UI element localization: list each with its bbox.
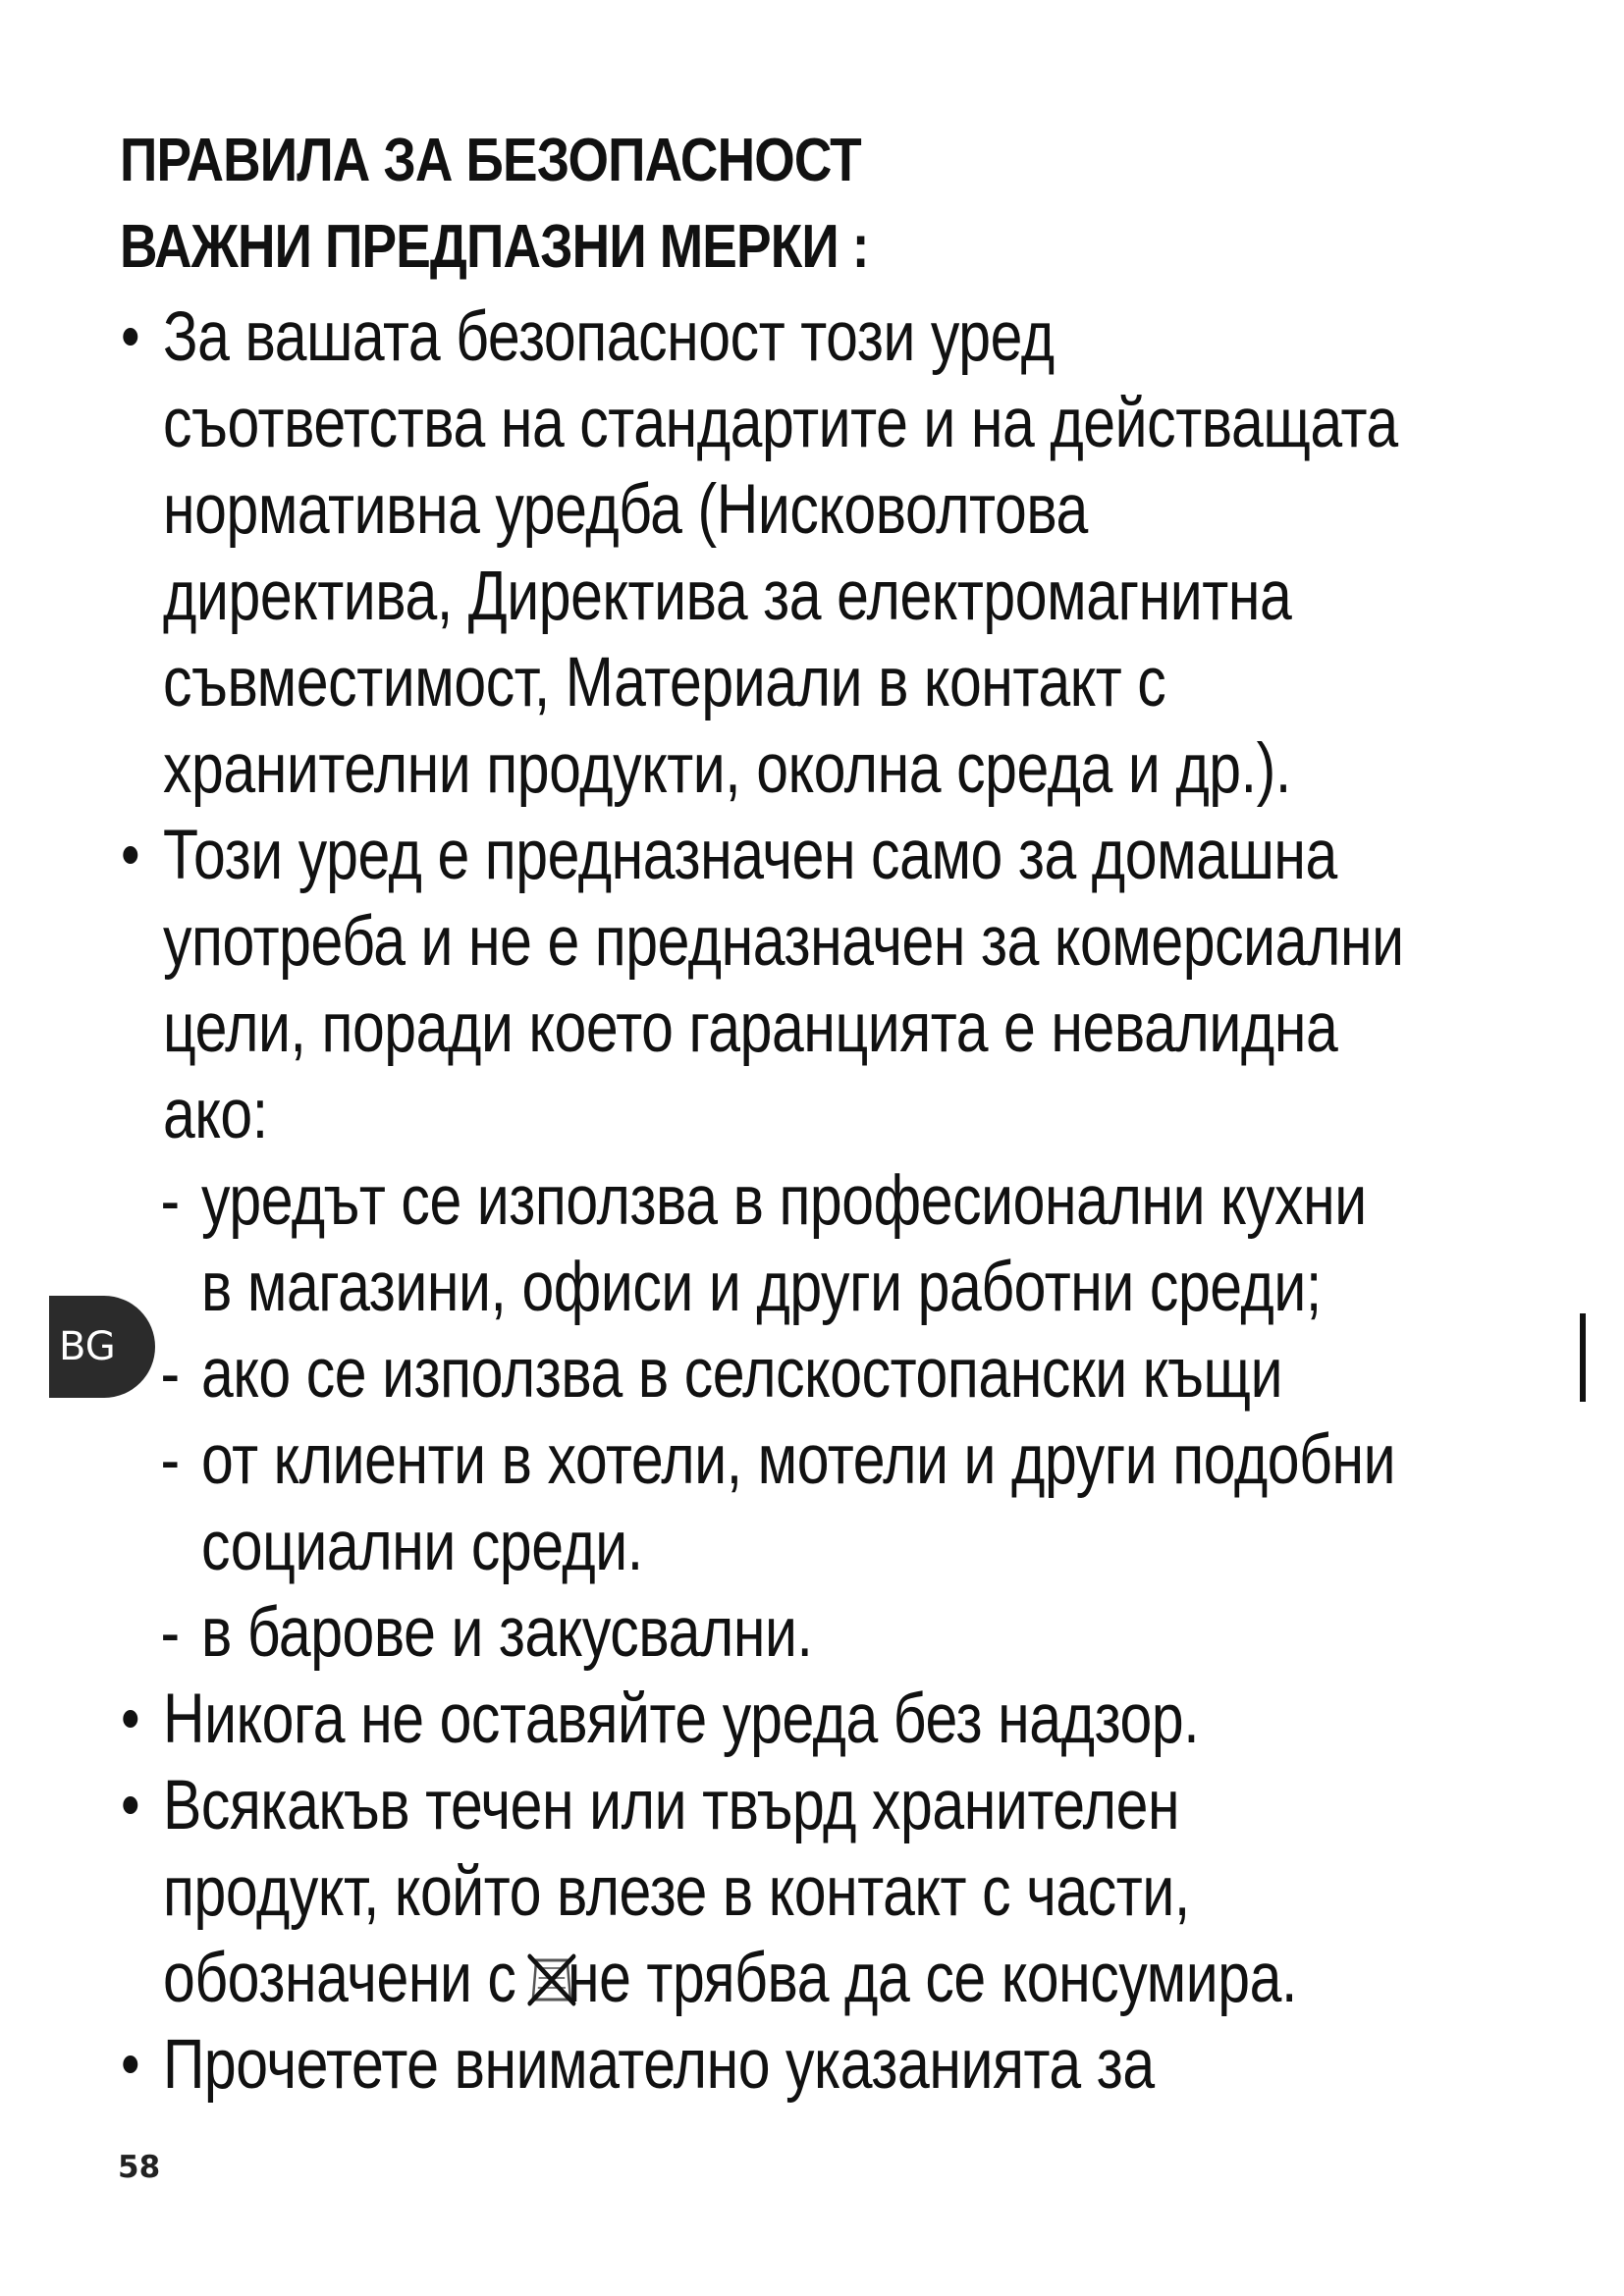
dash-marker: - xyxy=(160,1421,180,1499)
page-subtitle: ВАЖНИ ПРЕДПАЗНИ МЕРКИ : xyxy=(120,213,869,281)
list-item xyxy=(120,1677,1350,1763)
margin-marker xyxy=(1580,1313,1586,1402)
text-line: продукт, който влезе в контакт с части, xyxy=(162,1853,1190,1931)
text-fragment: обозначени с xyxy=(162,1940,532,2017)
text-line: социални среди. xyxy=(201,1508,643,1585)
list-item xyxy=(120,813,1404,1158)
list-item xyxy=(120,2022,1350,2109)
text-line: цели, поради което гаранцията е невалидна xyxy=(162,989,1338,1067)
text-line: ако: xyxy=(162,1076,268,1153)
list-item xyxy=(120,294,1398,813)
safety-rules-list xyxy=(120,294,1404,2109)
page-title: ПРАВИЛА ЗА БЕЗОПАСНОСТ xyxy=(120,127,861,194)
bullet-icon xyxy=(123,2056,137,2073)
text-line: уредът се използва в професионални кухни xyxy=(201,1162,1367,1240)
dash-marker: - xyxy=(160,1594,180,1672)
text-line: нормативна уредба (Нисковолтова xyxy=(162,471,1088,549)
sub-list-item xyxy=(120,1158,1367,1331)
dash-marker: - xyxy=(160,1335,180,1413)
text-line: ако се използва в селскостопански къщи xyxy=(201,1335,1283,1413)
text-line: хранителни продукти, околна среда и др.). xyxy=(162,730,1291,808)
bullet-icon xyxy=(123,1710,137,1728)
text-line: в барове и закусвални. xyxy=(201,1594,813,1672)
text-line: съвместимост, Материали в контакт с xyxy=(162,644,1166,721)
text-line: Никога не оставяйте уреда без надзор. xyxy=(162,1681,1200,1758)
list-item xyxy=(120,1763,1350,2022)
text-fragment: не трябва да се консумира. xyxy=(567,1940,1297,2017)
text-line: в магазини, офиси и други работни среди; xyxy=(201,1249,1322,1326)
page-number: 58 xyxy=(118,2150,161,2185)
bullet-icon xyxy=(123,328,137,346)
text-line: от клиенти в хотели, мотели и други подобни xyxy=(201,1421,1396,1499)
text-line: За вашата безопасност този уред xyxy=(162,298,1055,376)
sub-list-item xyxy=(120,1417,1396,1590)
bullet-icon xyxy=(123,1796,137,1814)
text-line: употреба и не е предназначен за комерсиални xyxy=(162,903,1404,981)
dash-marker: - xyxy=(160,1162,180,1240)
text-line xyxy=(163,1936,1350,2022)
language-tab: BG xyxy=(49,1296,155,1398)
text-line: Всякакъв течен или твърд хранителен xyxy=(162,1767,1180,1844)
text-line: Прочетете внимателно указанията за xyxy=(162,2026,1155,2104)
text-line: съответства на стандартите и на действащата xyxy=(162,385,1398,462)
text-line: Този уред е предназначен само за домашна xyxy=(162,817,1337,894)
sub-list-item xyxy=(120,1590,1350,1677)
bullet-icon xyxy=(123,846,137,864)
sub-list-item xyxy=(120,1331,1350,1417)
text-line: директива, Директива за електромагнитна xyxy=(162,558,1292,635)
